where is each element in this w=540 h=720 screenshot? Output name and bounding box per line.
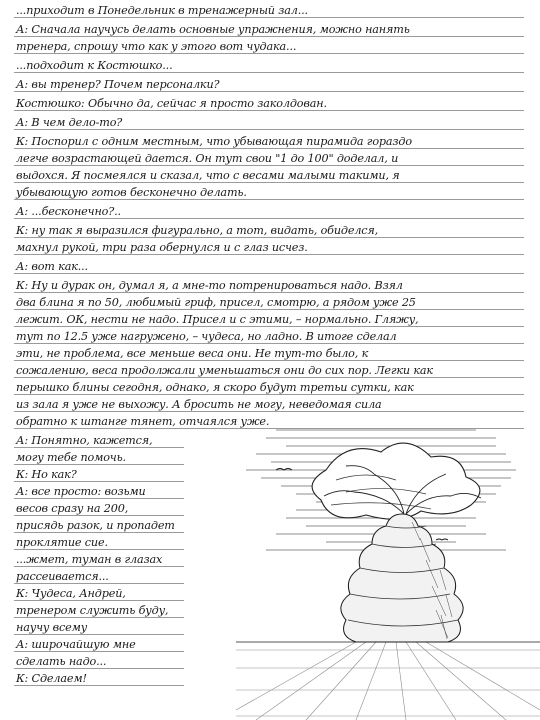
text-line: сожалению, веса продолжали уменьшаться они до сих пор. Легки как bbox=[16, 364, 433, 377]
text-line: ...приходит в Понедельник в тренажерный зал... bbox=[16, 4, 308, 17]
text-line: махнул рукой, три раза обернулся и с глаз исчез. bbox=[16, 241, 308, 254]
underline-rule bbox=[14, 182, 524, 183]
text-line: К: Но как? bbox=[16, 468, 77, 481]
text-line: А: вы тренер? Почем персоналки? bbox=[16, 78, 220, 91]
text-line: ...жмет, туман в глазах bbox=[16, 553, 163, 566]
underline-rule bbox=[14, 309, 524, 310]
underline-rule bbox=[14, 651, 184, 652]
underline-rule bbox=[14, 634, 184, 635]
underline-rule bbox=[14, 481, 184, 482]
text-line: два блина я по 50, любимый гриф, присел, смотрю, а рядом уже 25 bbox=[16, 296, 416, 309]
underline-rule bbox=[14, 129, 524, 130]
underline-rule bbox=[14, 447, 184, 448]
text-line: присядь разок, и пропадет bbox=[16, 519, 175, 532]
text-line: А: вот как... bbox=[16, 260, 88, 273]
text-line: А: широчайшую мне bbox=[16, 638, 136, 651]
text-line: проклятие сие. bbox=[16, 536, 108, 549]
text-line: сделать надо... bbox=[16, 655, 107, 668]
text-line: К: Чудеса, Андрей, bbox=[16, 587, 126, 600]
text-line: тренером служить буду, bbox=[16, 604, 169, 617]
underline-rule bbox=[14, 53, 524, 54]
text-line: А: В чем дело-то? bbox=[16, 116, 123, 129]
text-line: перышко блины сегодня, однако, я скоро будут третьи сутки, как bbox=[16, 381, 414, 394]
underline-rule bbox=[14, 515, 184, 516]
text-line: ...подходит к Костюшко... bbox=[16, 59, 173, 72]
pyramid-tower-illustration bbox=[236, 410, 540, 720]
underline-rule bbox=[14, 343, 524, 344]
text-line: А: ...бесконечно?.. bbox=[16, 205, 121, 218]
text-line: К: Ну и дурак он, думал я, а мне-то потренироваться надо. Взял bbox=[16, 279, 403, 292]
text-line: лежит. ОК, нести не надо. Присел и с этими, – нормально. Гляжу, bbox=[16, 313, 419, 326]
text-line: Костюшко: Обычно да, сейчас я просто заколдован. bbox=[16, 97, 327, 110]
underline-rule bbox=[14, 165, 524, 166]
underline-rule bbox=[14, 617, 184, 618]
underline-rule bbox=[14, 498, 184, 499]
underline-rule bbox=[14, 360, 524, 361]
underline-rule bbox=[14, 72, 524, 73]
underline-rule bbox=[14, 199, 524, 200]
underline-rule bbox=[14, 292, 524, 293]
text-line: А: все просто: возьми bbox=[16, 485, 146, 498]
underline-rule bbox=[14, 254, 524, 255]
underline-rule bbox=[14, 17, 524, 18]
underline-rule bbox=[14, 273, 524, 274]
text-line: А: Сначала научусь делать основные упражнения, можно нанять bbox=[16, 23, 410, 36]
underline-rule bbox=[14, 326, 524, 327]
underline-rule bbox=[14, 583, 184, 584]
underline-rule bbox=[14, 600, 184, 601]
text-line: тут по 12.5 уже нагружено, – чудеса, но ладно. В итоге сделал bbox=[16, 330, 397, 343]
underline-rule bbox=[14, 549, 184, 550]
underline-rule bbox=[14, 394, 524, 395]
underline-rule bbox=[14, 566, 184, 567]
underline-rule bbox=[14, 218, 524, 219]
underline-rule bbox=[14, 36, 524, 37]
text-line: выдохся. Я посмеялся и сказал, что с весами малыми такими, я bbox=[16, 169, 400, 182]
underline-rule bbox=[14, 148, 524, 149]
text-line: научу всему bbox=[16, 621, 88, 634]
underline-rule bbox=[14, 464, 184, 465]
text-line: легче возрастающей дается. Он тут свои "1 до 100" доделал, и bbox=[16, 152, 399, 165]
text-line: весов сразу на 200, bbox=[16, 502, 129, 515]
text-line: убывающую готов бесконечно делать. bbox=[16, 186, 247, 199]
text-line: А: Понятно, кажется, bbox=[16, 434, 153, 447]
text-line: К: Поспорил с одним местным, что убывающая пирамида гораздо bbox=[16, 135, 412, 148]
text-line: эти, не проблема, все меньше веса они. Не тут-то было, к bbox=[16, 347, 369, 360]
text-line: обратно к штанге тянет, отчаялся уже. bbox=[16, 415, 270, 428]
text-line: могу тебе помочь. bbox=[16, 451, 126, 464]
underline-rule bbox=[14, 91, 524, 92]
text-line: К: Сделаем! bbox=[16, 672, 87, 685]
underline-rule bbox=[14, 377, 524, 378]
underline-rule bbox=[14, 237, 524, 238]
text-line: тренера, спрошу что как у этого вот чудака... bbox=[16, 40, 297, 53]
text-line: из зала я уже не выхожу. А бросить не могу, неведомая сила bbox=[16, 398, 382, 411]
text-line: К: ну так я выразился фигурально, а тот, видать, обиделся, bbox=[16, 224, 379, 237]
text-line: рассеивается... bbox=[16, 570, 109, 583]
underline-rule bbox=[14, 668, 184, 669]
underline-rule bbox=[14, 110, 524, 111]
underline-rule bbox=[14, 685, 184, 686]
underline-rule bbox=[14, 532, 184, 533]
